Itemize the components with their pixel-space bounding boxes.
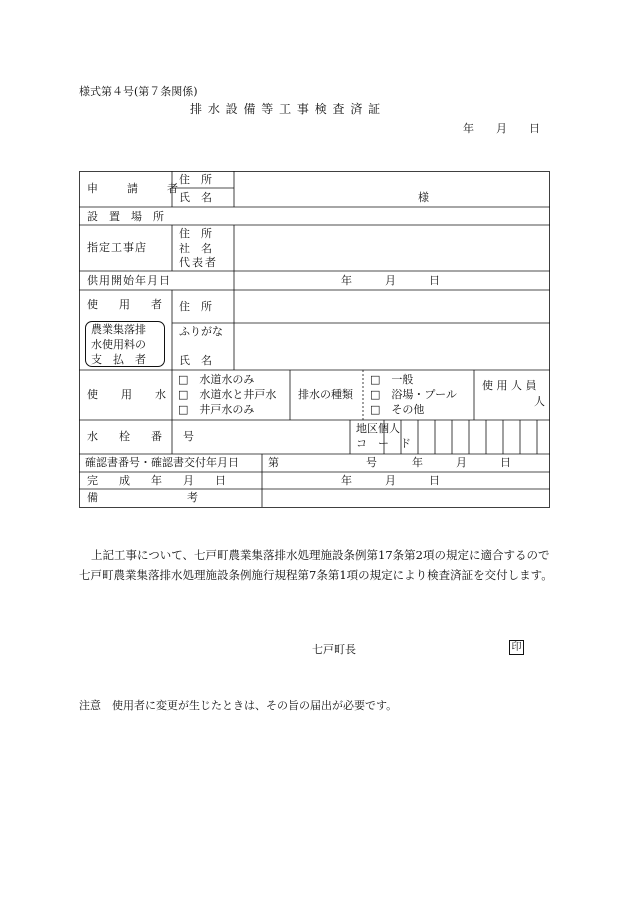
confirm-no-suffix: 号 [366, 456, 377, 469]
user-name-label: 氏 名 [179, 354, 212, 367]
sama-label: 様 [418, 191, 429, 204]
meter-label: 水 栓 番 号 [87, 430, 199, 443]
completion-value: 年 月 日 [341, 474, 440, 487]
completion-label: 完 成 年 月 日 [87, 474, 231, 487]
drain-option-2: □ 浴場・プール [370, 388, 457, 401]
remarks-label: 備 考 [87, 491, 212, 504]
contractor-company-label: 社 名 [179, 242, 212, 255]
confirm-label: 確認書番号・確認書交付年月日 [85, 456, 239, 469]
furigana-label: ふりがな [179, 325, 223, 338]
user-label: 使 用 者 [87, 298, 167, 311]
payer-line-1: 農業集落排 [91, 323, 146, 336]
area-code-line-1: 地区個人 [356, 422, 400, 435]
payer-line-2: 水使用料の [91, 338, 146, 351]
location-label: 設 置 場 所 [87, 210, 164, 223]
drain-option-1: □ 一般 [370, 373, 414, 386]
issue-date: 年 月 日 [463, 122, 540, 135]
form-number: 様式第４号(第７条関係) [79, 85, 198, 98]
applicant-address-label: 住 所 [179, 173, 212, 186]
water-label: 使 用 水 [87, 388, 172, 401]
contractor-label: 指定工事店 [87, 241, 147, 254]
contractor-rep-label: 代表者 [179, 256, 218, 269]
payer-line-3: 支 払 者 [91, 353, 146, 366]
confirm-date: 年 月 日 [412, 456, 511, 469]
users-count-unit: 人 [534, 395, 545, 408]
page-title: 排 水 設 備 等 工 事 検 査 済 証 [190, 102, 382, 116]
applicant-name-label: 氏 名 [179, 191, 212, 204]
applicant-label: 申 請 者 [87, 182, 187, 195]
water-option-3: □ 井戸水のみ [178, 403, 255, 416]
start-date-value: 年 月 日 [341, 274, 440, 287]
water-option-2: □ 水道水と井戸水 [178, 388, 277, 401]
users-count-label: 使 用 人 員 [482, 379, 537, 392]
contractor-address-label: 住 所 [179, 227, 212, 240]
drain-type-label: 排水の種類 [298, 388, 353, 401]
area-code-line-2: コ ー ド [356, 437, 411, 450]
inspection-table [79, 171, 550, 508]
seal-mark: 印 [509, 640, 524, 655]
note: 注意 使用者に変更が生じたときは、その旨の届出が必要です。 [79, 699, 398, 712]
drain-option-3: □ その他 [370, 403, 425, 416]
mayor-label: 七戸町長 [312, 643, 356, 656]
start-date-label: 供用開始年月日 [87, 274, 171, 287]
water-option-1: □ 水道水のみ [178, 373, 255, 386]
confirm-no-prefix: 第 [268, 456, 279, 469]
body-text: 上記工事について、七戸町農業集落排水処理施設条例第17条第2項の規定に適合するので七戸町農業集落排水処理施設条例施行規程第7条第1項の規定により検査済証を交付します。 [79, 548, 553, 582]
user-address-label: 住 所 [179, 300, 212, 313]
